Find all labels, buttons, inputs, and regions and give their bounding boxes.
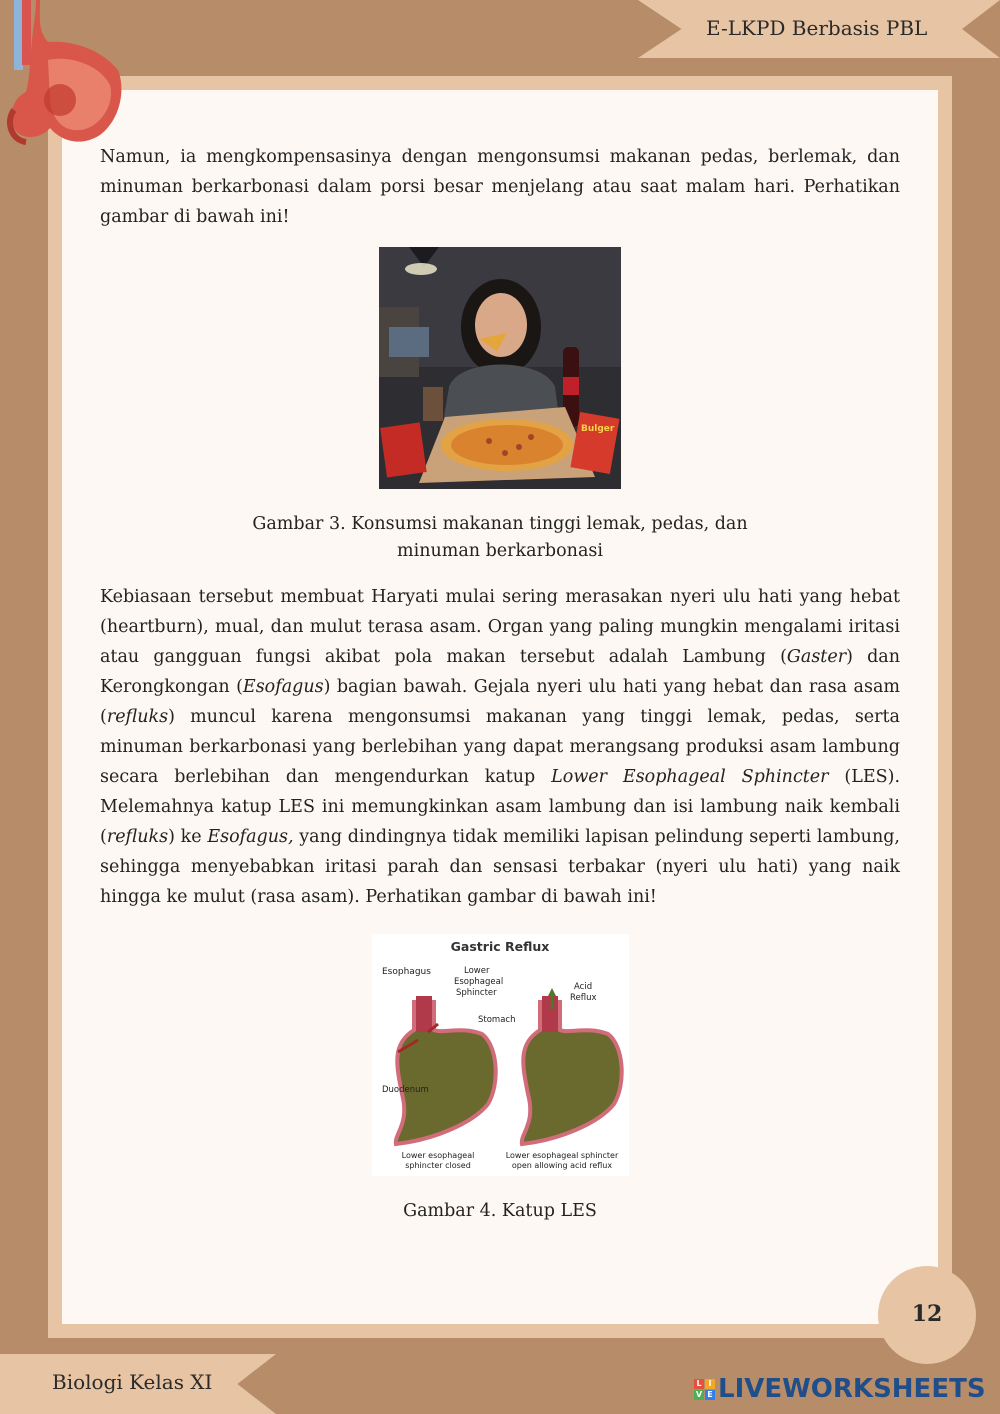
term-les: Lower Esophageal Sphincter [551,767,829,787]
text-run: ) bagian bawah. Gejala nyeri ulu hati yang hebat dan rasa asam ( [100,677,900,727]
label-les-line-2: Esophageal [454,977,504,987]
explanation-paragraph [100,582,900,912]
intro-paragraph: Namun, ia mengkompensasinya dengan mengonsumsi makanan pedas, berlemak, dan minuman berkarbonasi dalam porsi besar menjelang atau saat malam hari. Perhatikan gambar di bawah ini! [100,147,900,227]
text-run: ) muncul karena mengonsumsi makanan yang tinggi lemak, pedas, serta minuman berkarbonasi yang berlebihan yang dapat merangsang produksi asam lambung secara berlebihan dan mengendurkan katup [100,707,900,787]
figure-3-caption-line-1: Gambar 3. Konsumsi makanan tinggi lemak, pedas, dan [252,514,748,534]
header-title: E-LKPD Berbasis PBL [706,16,928,40]
text-run: (LES). Melemahnya katup LES ini memungkinkan asam lambung dan isi lambung naik kembali ( [100,767,901,847]
page-number: 12 [911,1301,943,1327]
figure-4-caption: Gambar 4. Katup LES [403,1201,597,1221]
term-gaster: Gaster [786,647,847,667]
text-run: yang dindingnya tidak memiliki lapisan pelindung seperti lambung, sehingga menyebabkan iritasi parah dan sensasi terbakar (nyeri ulu hati) yang naik hingga ke mulut (rasa asam). Perhatikan gambar di bawah ini! [100,827,900,907]
label-esophagus: Esophagus [382,967,431,977]
caption-left-line-1: Lower esophageal [401,1151,475,1160]
label-duodenum: Duodenum [382,1085,429,1095]
term-refluks: refluks [106,707,169,727]
figure-4-diagram [372,934,629,1176]
stomach-logo-icon [0,0,130,150]
figure-3-photo [379,247,621,489]
term-refluks: refluks [106,827,169,847]
label-les-line-3: Sphincter [456,988,497,998]
term-esofagus: Esofagus [242,677,324,697]
label-les-line-1: Lower [464,966,490,976]
chip-bag-label: Bulger [581,424,615,434]
caption-right-line-2: open allowing acid reflux [511,1161,613,1170]
caption-right-line-1: Lower esophageal sphincter [505,1151,619,1160]
text-run: ) ke [168,827,208,847]
text-run: Kebiasaan tersebut membuat Haryati mulai sering merasakan nyeri ulu hati yang hebat (heartburn), mual, dan mulut terasa asam. Organ yang paling mungkin mengalami iritasi atau gangguan fungsi akibat pola makan tersebut adalah Lambung ( [100,587,900,667]
text-run: ) dan Kerongkongan ( [100,647,901,697]
label-stomach: Stomach [478,1015,516,1025]
liveworksheets-logo[interactable] [694,1374,986,1404]
caption-left-line-2: sphincter closed [405,1161,471,1170]
term-esofagus: Esofagus, [207,827,294,847]
label-acid-line-2: Reflux [570,993,597,1003]
footer-title: Biologi Kelas XI [52,1370,213,1394]
liveworksheets-wordmark: LIVEWORKSHEETS [718,1374,986,1404]
label-acid-line-1: Acid [574,982,593,992]
figure-3-caption-line-2: minuman berkarbonasi [397,541,603,561]
diagram-title: Gastric Reflux [450,939,550,954]
liveworksheets-icon: L I V E [694,1379,715,1400]
